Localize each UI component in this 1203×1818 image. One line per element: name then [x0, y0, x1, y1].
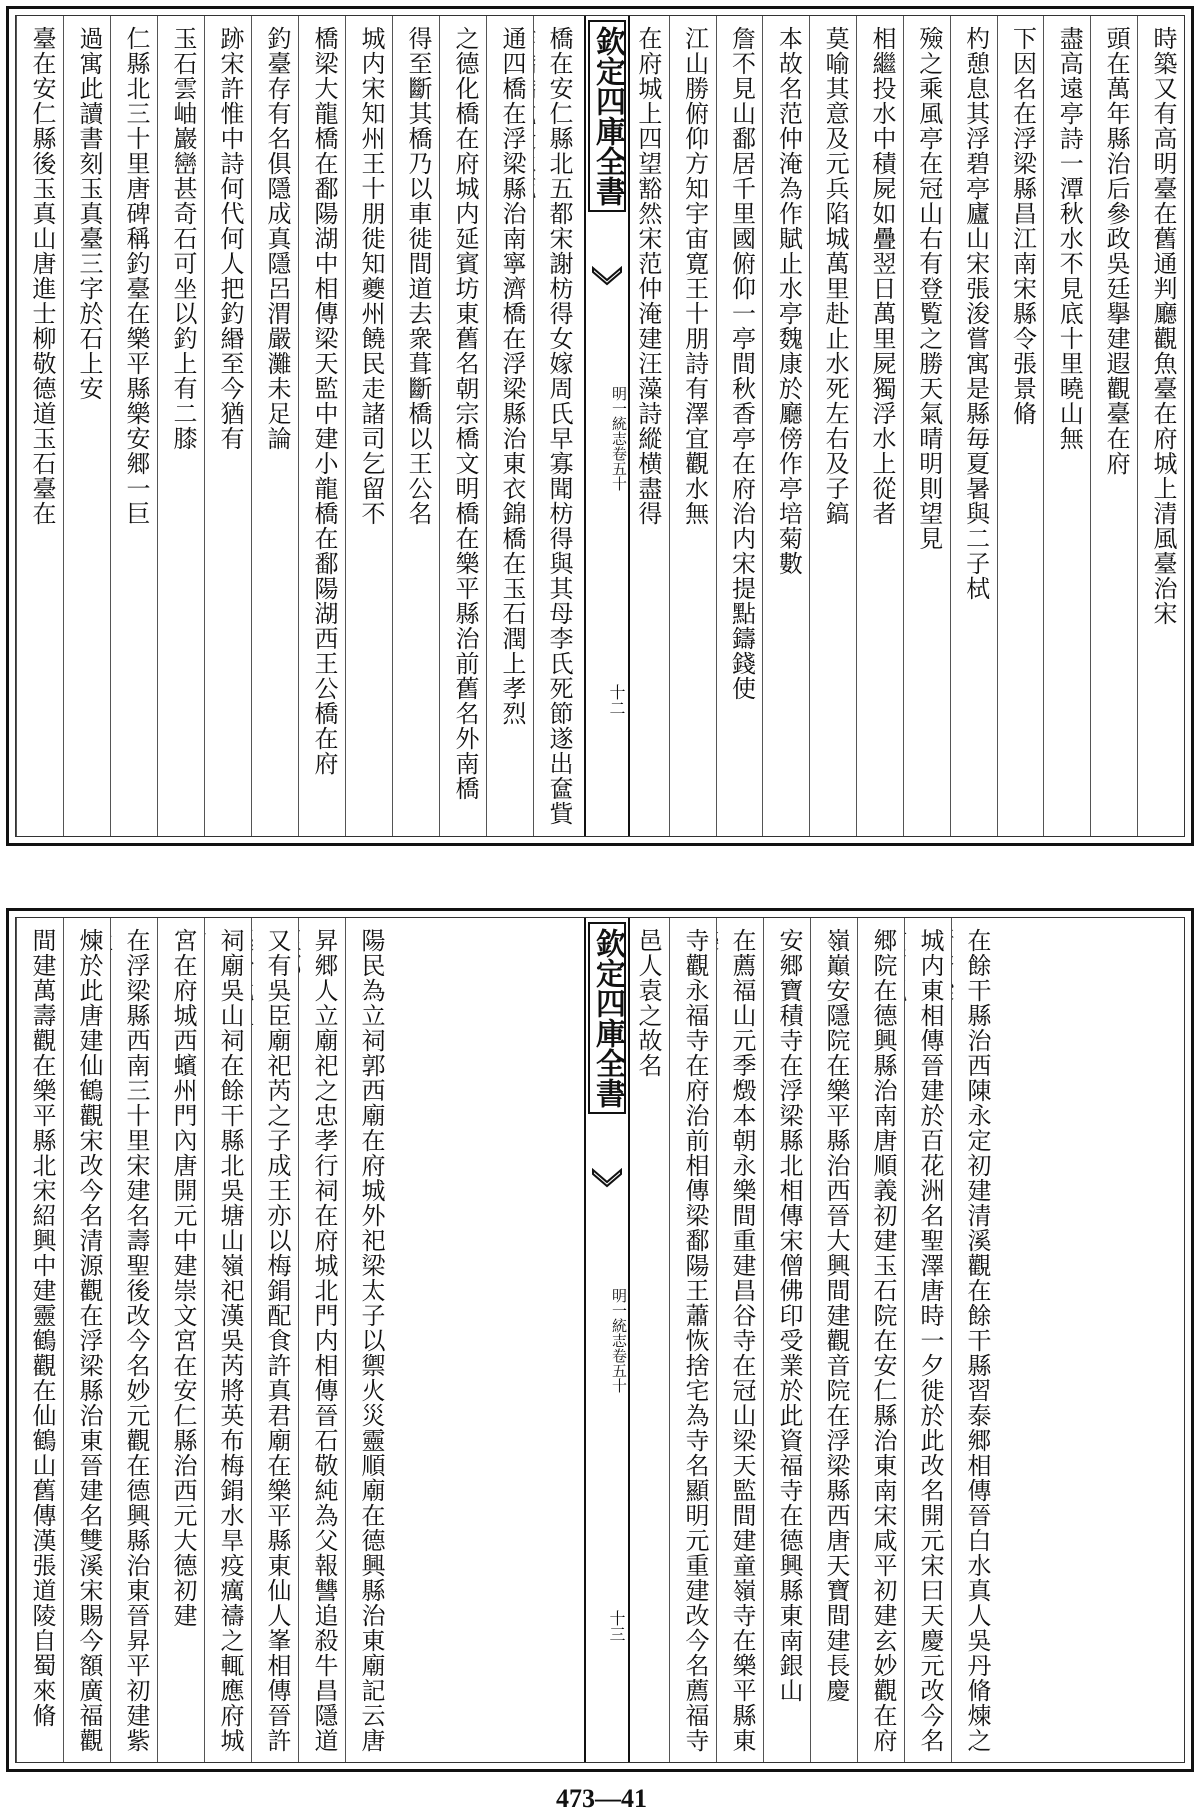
- text-column: 祠廟吳山祠在餘干縣北吳塘山嶺祀漢吳芮將英布梅鋗水旱疫癘禱之輒應府城: [204, 918, 251, 1762]
- text-column: 臺在安仁縣後玉真山唐進士柳敬德道玉石臺在: [16, 16, 63, 836]
- gutter-title: 欽定四庫全書: [588, 922, 626, 1114]
- bottom-right-half: [622, 918, 1184, 1762]
- gutter-leaf-number: 十二: [607, 684, 626, 716]
- bottom-page: [6, 908, 1194, 1772]
- text-column: 橋梁大龍橋在鄱陽湖中相傳梁天監中建小龍橋在鄱陽湖西王公橋在府: [298, 16, 345, 836]
- text-column: 殮之乘風亭在冠山右有登覧之勝天氣晴明則望見: [903, 16, 950, 836]
- text-column: 寺觀永福寺在府治前相傳梁鄱陽王蕭恢捨宅為寺名顯明元重建改今名薦福寺: [669, 918, 716, 1762]
- bottom-left-half: [16, 918, 584, 1762]
- gutter-volume: 明一統志卷五十: [610, 1288, 628, 1393]
- page-number: 473—41: [556, 1784, 647, 1813]
- text-column: 陽民為立祠郭西廟在府城外祀梁太子以禦火災靈順廟在德興縣治東廟記云唐: [345, 918, 392, 1762]
- text-column: 仁縣北三十里唐碑稱釣臺在樂平縣樂安郷一巨: [110, 16, 157, 836]
- text-column: 詹不見山鄱居千里國俯仰一亭間秋香亭在府治内宋提點鑄錢使: [716, 16, 763, 836]
- text-column: 下因名在浮梁縣昌江南宋縣令張景脩: [997, 16, 1044, 836]
- text-column: 釣臺存有名俱隱成真隱呂渭嚴灘未足論: [251, 16, 298, 836]
- text-column: 本故名范仲淹為作賦止水亭魏康於廳傍作亭培菊數: [762, 16, 809, 836]
- fish-tail-mark-icon: [592, 1168, 622, 1188]
- top-page-frame: [15, 15, 1185, 837]
- top-right-half: [622, 16, 1184, 836]
- text-column: 盡高遠亭詩一潭秋水不見底十里曉山無: [1043, 16, 1090, 836]
- top-left-half: [16, 16, 584, 836]
- text-column: 宮在府城西蠙州門內唐開元中建崇文宮在安仁縣治西元大德初建: [157, 918, 204, 1762]
- text-column: 頭在萬年縣治后參政吳廷擧建遐觀臺在府: [1090, 16, 1137, 836]
- text-column: 昇郷人立廟祀之忠孝行祠在府城北門内相傳晉石敬純為父報讐追殺牛昌隱道: [298, 918, 345, 1762]
- text-column: 過寓此讀書刻玉真臺三字於石上安: [63, 16, 110, 836]
- gutter-volume: 明一統志卷五十: [610, 386, 628, 491]
- text-column: 邑人袁之故名: [634, 928, 662, 1078]
- text-column: 在浮梁縣西南三十里宋建名壽聖後改今名妙元觀在德興縣治東晉昇平初建紫: [110, 918, 157, 1762]
- fish-tail-mark-icon: [592, 266, 622, 286]
- text-column: 之德化橋在府城内延賓坊東舊名朝宗橋文明橋在樂平縣治前舊名外南橋: [439, 16, 486, 836]
- text-column: 莫喻其意及元兵陷城萬里赴止水死左右及子鎬: [809, 16, 856, 836]
- text-column: 嶺巔安隱院在樂平縣治西晉大興間建觀音院在浮梁縣西唐天寶間建長慶: [810, 918, 857, 1762]
- text-column: 橋在安仁縣北五都宋謝枋得女嫁周氏早寡聞枋得與其母李氏死節遂出奩貲: [533, 16, 580, 836]
- bottom-page-frame: [15, 917, 1185, 1763]
- text-column: 在府城上四望豁然宋范仲淹建汪藻詩縱横盡得: [633, 26, 662, 526]
- text-column: 得至斷其橋乃以車徙間道去衆葺斷橋以王公名: [392, 16, 439, 836]
- text-column: 相繼投水中積屍如疊翌日萬里屍獨浮水上從者: [856, 16, 903, 836]
- text-column: 在餘干縣治西陳永定初建清溪觀在餘干縣習泰郷相傳晉白水真人吳丹脩煉之: [951, 918, 998, 1762]
- text-column: 通四橋在浮梁縣治南寧濟橋在浮梁縣治東衣錦橋在玉石潤上孝烈: [486, 16, 533, 836]
- text-column: 玉石雲岫巖巒甚奇石可坐以釣上有二膝: [157, 16, 204, 836]
- text-column: 間建萬壽觀在樂平縣北宋紹興中建靈鶴觀在仙鶴山舊傳漢張道陵自蜀來脩: [16, 918, 63, 1762]
- text-column: 煉於此唐建仙鶴觀宋改今名清源觀在浮梁縣治東晉建名雙溪宋賜今額廣福觀: [63, 918, 110, 1762]
- text-column: 江山勝俯仰方知宇宙寛王十朋詩有澤宜觀水無: [669, 16, 716, 836]
- top-page: [6, 6, 1194, 846]
- gutter-title: 欽定四庫全書: [588, 20, 626, 212]
- text-column: 杓憩息其浮碧亭廬山宋張浚嘗寓是縣毎夏暑與二子栻: [950, 16, 997, 836]
- text-column: 在薦福山元季燬本朝永樂間重建昌谷寺在冠山梁天監間建童嶺寺在樂平縣東: [716, 918, 763, 1762]
- text-column: 城内宋知州王十朋徙知夔州饒民走諸司乞留不: [345, 16, 392, 836]
- gutter-leaf-number: 十三: [607, 1610, 626, 1642]
- text-column: 城内東相傳晉建於百花洲名聖澤唐時一夕徙於此改名開元宋曰天慶元改今名: [904, 918, 951, 1762]
- text-column: 安郷寶積寺在浮梁縣北相傳宋僧佛印受業於此資福寺在德興縣東南銀山: [763, 918, 810, 1762]
- text-column: 時築又有高明臺在舊通判廳觀魚臺在府城上清風臺治宋: [1137, 16, 1184, 836]
- text-column: 跡宋許惟中詩何代何人把釣緡至今猶有: [204, 16, 251, 836]
- text-column: 又有吳臣廟祀芮之子成王亦以梅鋗配食許真君廟在樂平縣東仙人峯相傳晉許: [251, 918, 298, 1762]
- text-column: 郷院在德興縣治南唐順義初建玉石院在安仁縣治東南宋咸平初建玄妙觀在府: [857, 918, 904, 1762]
